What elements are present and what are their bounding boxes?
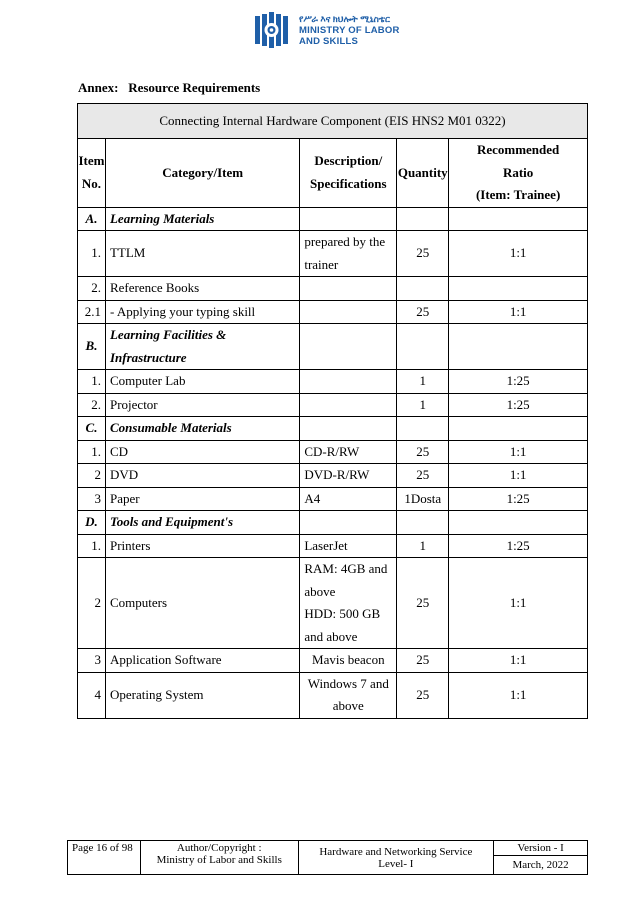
row-item: Paper	[105, 487, 299, 511]
row-ratio: 1:25	[449, 370, 588, 394]
row-qty: 1	[397, 370, 449, 394]
row-ratio: 1:1	[449, 231, 588, 277]
row-desc: Mavis beacon	[300, 649, 397, 673]
footer-course	[298, 841, 494, 875]
row-ratio: 1:1	[449, 649, 588, 673]
header-quantity: Quantity	[397, 139, 449, 208]
row-desc-line: and above	[304, 628, 358, 644]
row-ratio: 1:1	[449, 464, 588, 488]
row-desc: LaserJet	[300, 534, 397, 558]
row-item: TTLM	[105, 231, 299, 277]
table-row	[78, 277, 588, 301]
section-title: Consumable Materials	[105, 417, 299, 441]
ministry-logo	[255, 12, 400, 48]
row-desc	[300, 277, 397, 301]
row-item: CD	[105, 440, 299, 464]
ministry-emblem-icon	[255, 12, 293, 48]
row-ratio: 1:1	[449, 558, 588, 649]
row-item: Printers	[105, 534, 299, 558]
row-ratio: 1:1	[449, 440, 588, 464]
page-footer	[67, 840, 588, 875]
section-row	[78, 417, 588, 441]
row-no: 1.	[78, 231, 106, 277]
row-qty	[397, 277, 449, 301]
row-desc: DVD-R/RW	[300, 464, 397, 488]
table-row	[78, 300, 588, 324]
row-desc-line: HDD: 500 GB	[304, 606, 381, 621]
row-item: DVD	[105, 464, 299, 488]
row-desc-line: above	[332, 698, 364, 713]
row-qty: 25	[397, 649, 449, 673]
row-no: 3	[78, 487, 106, 511]
row-qty: 25	[397, 464, 449, 488]
row-item: Computer Lab	[105, 370, 299, 394]
table-row	[78, 649, 588, 673]
header-item-no	[78, 139, 106, 208]
section-row	[78, 324, 588, 370]
row-qty: 25	[397, 300, 449, 324]
row-desc	[300, 300, 397, 324]
footer-author-name: Ministry of Labor and Skills	[156, 854, 282, 866]
annex-title: Annex: Resource Requirements	[78, 80, 261, 95]
row-no: 2.	[78, 393, 106, 417]
row-desc	[300, 672, 397, 718]
section-letter: B.	[78, 324, 106, 370]
row-qty: 25	[397, 672, 449, 718]
row-desc	[300, 393, 397, 417]
row-qty: 1	[397, 534, 449, 558]
row-item: Application Software	[105, 649, 299, 673]
footer-page-number: Page 16 of 98	[68, 841, 141, 875]
logo-amharic-text: የሥራ እና ክህሎት ሚኒስቴር	[299, 13, 391, 24]
row-desc-line: Windows 7 and	[307, 675, 389, 691]
logo-line-2: AND SKILLS	[299, 35, 358, 47]
table-caption: Connecting Internal Hardware Component (EIS HNS2 M01 0322)	[78, 104, 588, 139]
section-title: Tools and Equipment's	[105, 511, 299, 535]
footer-author-label: Author/Copyright :	[176, 842, 262, 854]
row-no: 1.	[78, 440, 106, 464]
row-ratio: 1:25	[449, 487, 588, 511]
row-desc: A4	[300, 487, 397, 511]
row-qty: 25	[397, 231, 449, 277]
row-item: Reference Books	[105, 277, 299, 301]
section-letter: C.	[78, 417, 106, 441]
row-qty: 25	[397, 440, 449, 464]
section-row	[78, 511, 588, 535]
row-desc: CD-R/RW	[300, 440, 397, 464]
header-ratio-line2: Ratio	[502, 164, 534, 180]
header-description-line1: Description/	[314, 153, 383, 169]
header-ratio-line3: (Item: Trainee)	[475, 187, 561, 202]
row-ratio	[449, 277, 588, 301]
section-title: Learning Facilities & Infrastructure	[105, 324, 299, 370]
row-desc-line: RAM: 4GB and	[304, 561, 388, 576]
row-no: 1.	[78, 534, 106, 558]
footer-author	[140, 841, 298, 875]
row-item: - Applying your typing skill	[105, 300, 299, 324]
header-category: Category/Item	[105, 139, 299, 208]
footer-course-title: Hardware and Networking Service	[319, 845, 473, 858]
section-letter: A.	[78, 207, 106, 231]
row-no: 2.	[78, 277, 106, 301]
row-desc: prepared by the trainer	[300, 231, 397, 277]
row-desc	[300, 370, 397, 394]
table-row	[78, 558, 588, 649]
row-desc	[300, 558, 397, 649]
resource-requirements-table	[77, 103, 588, 719]
header-ratio-line1: Recommended	[476, 142, 560, 157]
row-no: 3	[78, 649, 106, 673]
row-no: 1.	[78, 370, 106, 394]
header-row	[78, 139, 588, 208]
footer-date: March, 2022	[494, 856, 588, 875]
table-row	[78, 672, 588, 718]
row-ratio: 1:25	[449, 534, 588, 558]
row-item: Operating System	[105, 672, 299, 718]
section-title: Learning Materials	[105, 207, 299, 231]
table-row	[78, 393, 588, 417]
logo-line-1: MINISTRY OF LABOR	[299, 24, 400, 36]
table-row	[78, 487, 588, 511]
table-row	[78, 370, 588, 394]
row-desc-line: above	[304, 583, 336, 599]
row-no: 2	[78, 464, 106, 488]
footer-course-level: Level- I	[378, 857, 414, 870]
header-item-no-line1: Item	[78, 153, 105, 169]
row-no: 2	[78, 558, 106, 649]
section-row	[78, 207, 588, 231]
row-ratio: 1:1	[449, 672, 588, 718]
row-ratio: 1:25	[449, 393, 588, 417]
header-description	[300, 139, 397, 208]
row-qty: 1	[397, 393, 449, 417]
table-row	[78, 440, 588, 464]
table-row	[78, 534, 588, 558]
row-no: 4	[78, 672, 106, 718]
section-letter: D.	[78, 511, 106, 535]
row-item: Projector	[105, 393, 299, 417]
row-ratio: 1:1	[449, 300, 588, 324]
header-ratio	[449, 139, 588, 208]
row-item: Computers	[105, 558, 299, 649]
row-qty: 25	[397, 558, 449, 649]
header-description-line2: Specifications	[310, 175, 387, 191]
table-row	[78, 464, 588, 488]
row-qty: 1Dosta	[397, 487, 449, 511]
table-row	[78, 231, 588, 277]
row-no: 2.1	[78, 300, 106, 324]
caption-row	[78, 104, 588, 139]
header-item-no-line2: No.	[81, 175, 102, 191]
footer-version: Version - I	[494, 841, 588, 856]
